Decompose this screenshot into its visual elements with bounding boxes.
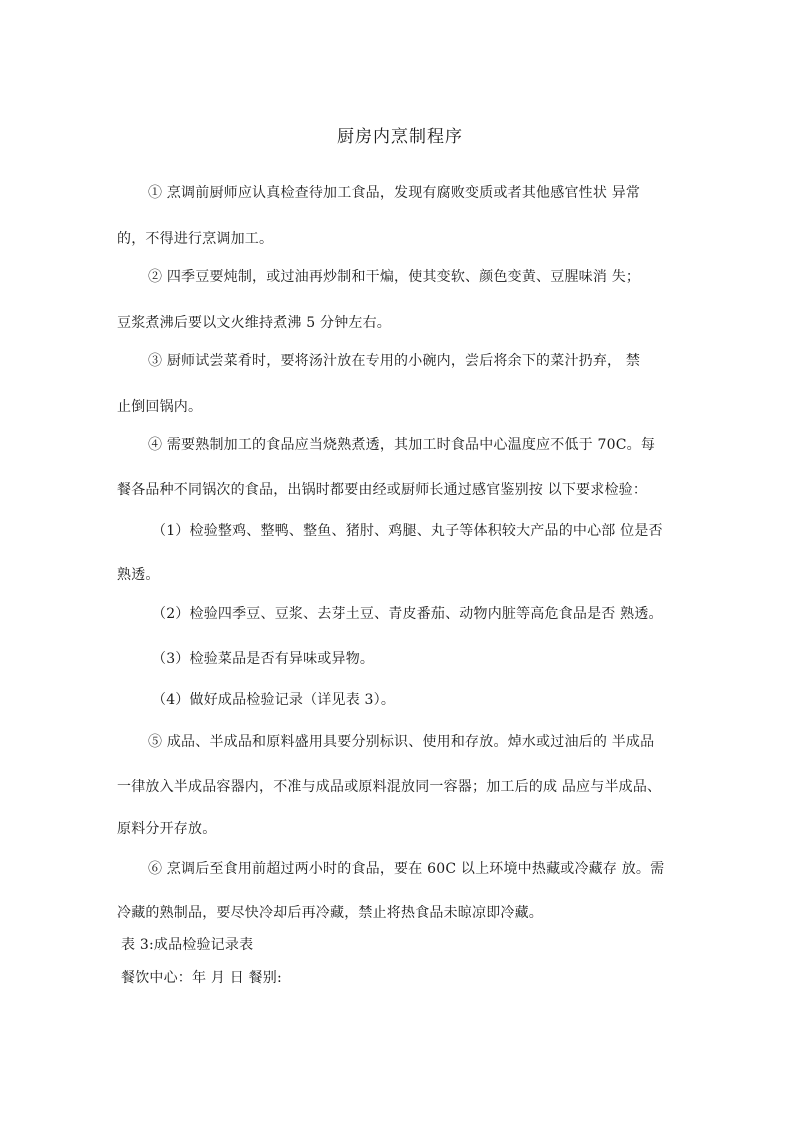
paragraph-5-line-2: 一律放入半成品容器内，不准与成品或原料混放同一容器；加工后的成 品应与半成品、	[117, 779, 662, 795]
paragraph-5-line-1: ⑤ 成品、半成品和原料盛用具要分别标识、使用和存放。焯水或过油后的 半成品	[148, 734, 655, 750]
paragraph-1-line-2: 的，不得进行烹调加工。	[117, 231, 274, 247]
paragraph-4-line-1: ④ 需要熟制加工的食品应当烧熟煮透，其加工时食品中心温度应不低于 70C。每	[148, 437, 656, 453]
paragraph-6-line-1: ⑥ 烹调后至食用前超过两小时的食品，要在 60C 以上环境中热藏或冷藏存 放。需	[148, 861, 665, 877]
check-item-2: （2）检验四季豆、豆浆、去芽土豆、青皮番茄、动物内脏等高危食品是否 熟透。	[152, 606, 663, 622]
paragraph-2-line-2: 豆浆煮沸后要以文火维持煮沸 5 分钟左右。	[117, 315, 392, 331]
check-item-3: （3）检验菜品是否有异味或异物。	[152, 651, 375, 667]
paragraph-5-line-3: 原料分开存放。	[117, 821, 217, 837]
paragraph-4-line-2: 餐各品种不同锅次的食品，出锅时都要由经或厨师长通过感官鉴别按 以下要求检验：	[117, 482, 648, 498]
form-header-line: 餐饮中心：年 月 日 餐别:	[121, 970, 282, 986]
paragraph-6-line-2: 冷藏的熟制品，要尽快冷却后再冷藏，禁止将热食品未晾凉即冷藏。	[117, 905, 543, 921]
paragraph-1-line-1: ① 烹调前厨师应认真检查待加工食品，发现有腐败变质或者其他感官性状 异常	[148, 185, 641, 201]
check-item-4: （4）做好成品检验记录（详见表 3）。	[152, 692, 396, 708]
document-title: 厨房内烹制程序	[337, 127, 463, 147]
paragraph-2-line-1: ② 四季豆要炖制，或过油再炒制和干煸，使其变软、颜色变黄、豆腥味消 失；	[148, 269, 641, 285]
check-item-1-line-2: 熟透。	[117, 567, 160, 583]
check-item-1-line-1: （1）检验整鸡、整鸭、整鱼、猪肘、鸡腿、丸子等体积较大产品的中心部 位是否	[152, 523, 663, 539]
paragraph-3-line-2: 止倒回锅内。	[117, 399, 203, 415]
table-caption: 表 3:成品检验记录表	[121, 937, 254, 953]
paragraph-3-line-1: ③ 厨师试尝菜肴时，要将汤汁放在专用的小碗内，尝后将余下的菜汁扔弃， 禁	[148, 353, 641, 369]
